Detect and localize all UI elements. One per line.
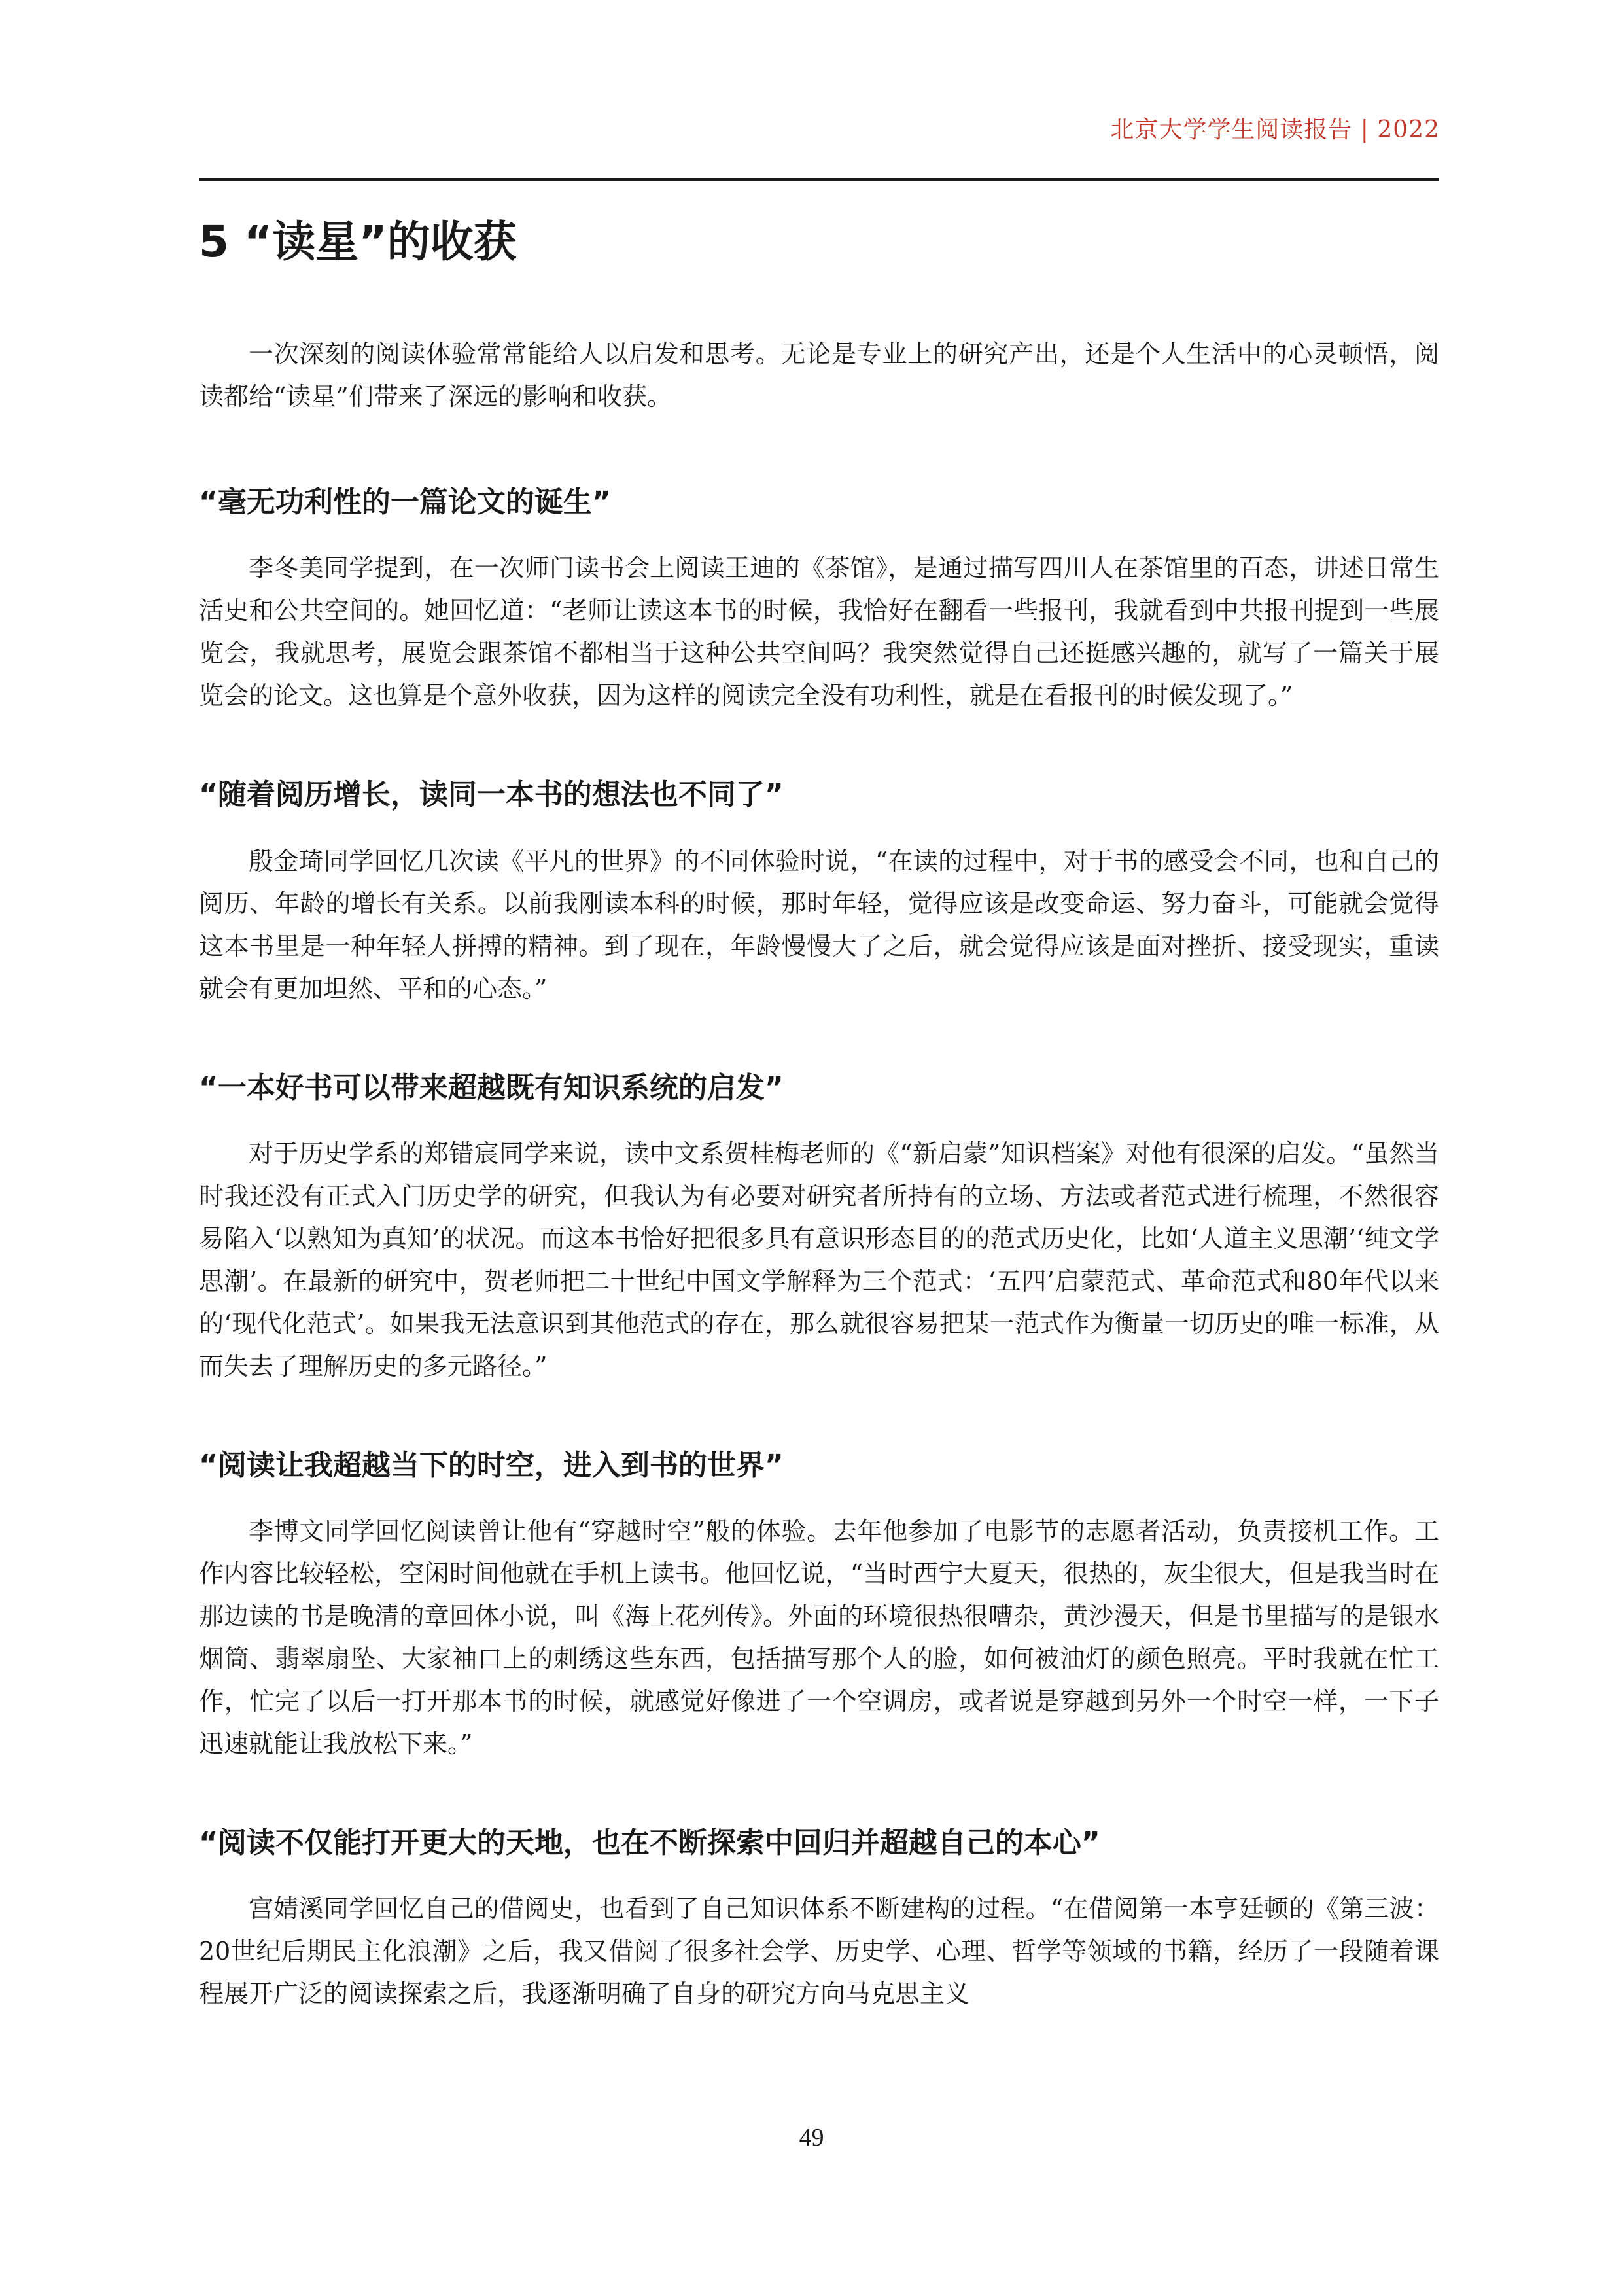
- section-body: 宫婧溪同学回忆自己的借阅史，也看到了自己知识体系不断建构的过程。“在借阅第一本亨廷顿的《第三波：20世纪后期民主化浪潮》之后，我又借阅了很多社会学、历史学、心理、哲学等领域的书籍，经历了一段随着课程展开广泛的阅读探索之后，我逐渐明确了自身的研究方向马克思主义: [199, 1894, 1439, 2009]
- section-2: [199, 776, 1439, 1010]
- chapter-title: 5 “读星”的收获: [199, 217, 517, 267]
- section-heading: “随着阅历增长，读同一本书的想法也不同了”: [199, 778, 784, 812]
- section-body: 李冬美同学提到，在一次师门读书会上阅读王迪的《茶馆》，是通过描写四川人在茶馆里的百态，讲述日常生活史和公共空间的。她回忆道：“老师让读这本书的时候，我恰好在翻看一些报刊，我就看到中共报刊提到一些展览会，我就思考，展览会跟茶馆不都相当于这种公共空间吗？我突然觉得自己还挺感兴趣的，就写了一篇关于展览会的论文。这也算是个意外收获，因为这样的阅读完全没有功利性，就是在看报刊的时候发现了。”: [199, 554, 1439, 711]
- section-body: 殷金琦同学回忆几次读《平凡的世界》的不同体验时说，“在读的过程中，对于书的感受会不同，也和自己的阅历、年龄的增长有关系。以前我刚读本科的时候，那时年轻，觉得应该是改变命运、努力奋斗，可能就会觉得这本书里是一种年轻人拼搏的精神。到了现在，年龄慢慢大了之后，就会觉得应该是面对挫折、接受现实，重读就会有更加坦然、平和的心态。”: [199, 846, 1439, 1003]
- section-5: [199, 1824, 1439, 2015]
- section-heading: “一本好书可以带来超越既有知识系统的启发”: [199, 1070, 784, 1104]
- section-heading: “毫无功利性的一篇论文的诞生”: [199, 486, 611, 520]
- section-body: 对于历史学系的郑错宸同学来说，读中文系贺桂梅老师的《“新启蒙”知识档案》对他有很深的启发。“虽然当时我还没有正式入门历史学的研究，但我认为有必要对研究者所持有的立场、方法或者范式进行梳理，不然很容易陷入‘以熟知为真知’的状况。而这本书恰好把很多具有意识形态目的的范式历史化，比如‘人道主义思潮’‘纯文学思潮’。在最新的研究中，贺老师把二十世纪中国文学解释为三个范式：‘五四’启蒙范式、革命范式和80年代以来的‘现代化范式’。如果我无法意识到其他范式的存在，那么就很容易把某一范式作为衡量一切历史的唯一标准，从而失去了理解历史的多元路径。”: [199, 1139, 1439, 1381]
- page-content: [199, 196, 1439, 2015]
- chapter-intro: 一次深刻的阅读体验常常能给人以启发和思考。无论是专业上的研究产出，还是个人生活中的心灵顿悟，阅读都给“读星”们带来了深远的影响和收获。: [199, 340, 1439, 412]
- section-4: [199, 1447, 1439, 1765]
- running-header: 北京大学学生阅读报告 | 2022: [1110, 116, 1440, 143]
- section-body: 李博文同学回忆阅读曾让他有“穿越时空”般的体验。去年他参加了电影节的志愿者活动，负责接机工作。工作内容比较轻松，空闲时间他就在手机上读书。他回忆说，“当时西宁大夏天，很热的，灰尘很大，但是我当时在那边读的书是晚清的章回体小说，叫《海上花列传》。外面的环境很热很嘈杂，黄沙漫天，但是书里描写的是银水烟筒、翡翠扇坠、大家袖口上的刺绣这些东西，包括描写那个人的脸，如何被油灯的颜色照亮。平时我就在忙工作，忙完了以后一打开那本书的时候，就感觉好像进了一个空调房，或者说是穿越到另外一个时空一样，一下子迅速就能让我放松下来。”: [199, 1516, 1439, 1758]
- section-1: [199, 484, 1439, 717]
- page-number: 49: [799, 2124, 824, 2151]
- section-heading: “阅读让我超越当下的时空，进入到书的世界”: [199, 1448, 784, 1482]
- section-3: [199, 1069, 1439, 1388]
- header-divider: [199, 178, 1439, 181]
- section-heading: “阅读不仅能打开更大的天地，也在不断探索中回归并超越自己的本心”: [199, 1826, 1100, 1860]
